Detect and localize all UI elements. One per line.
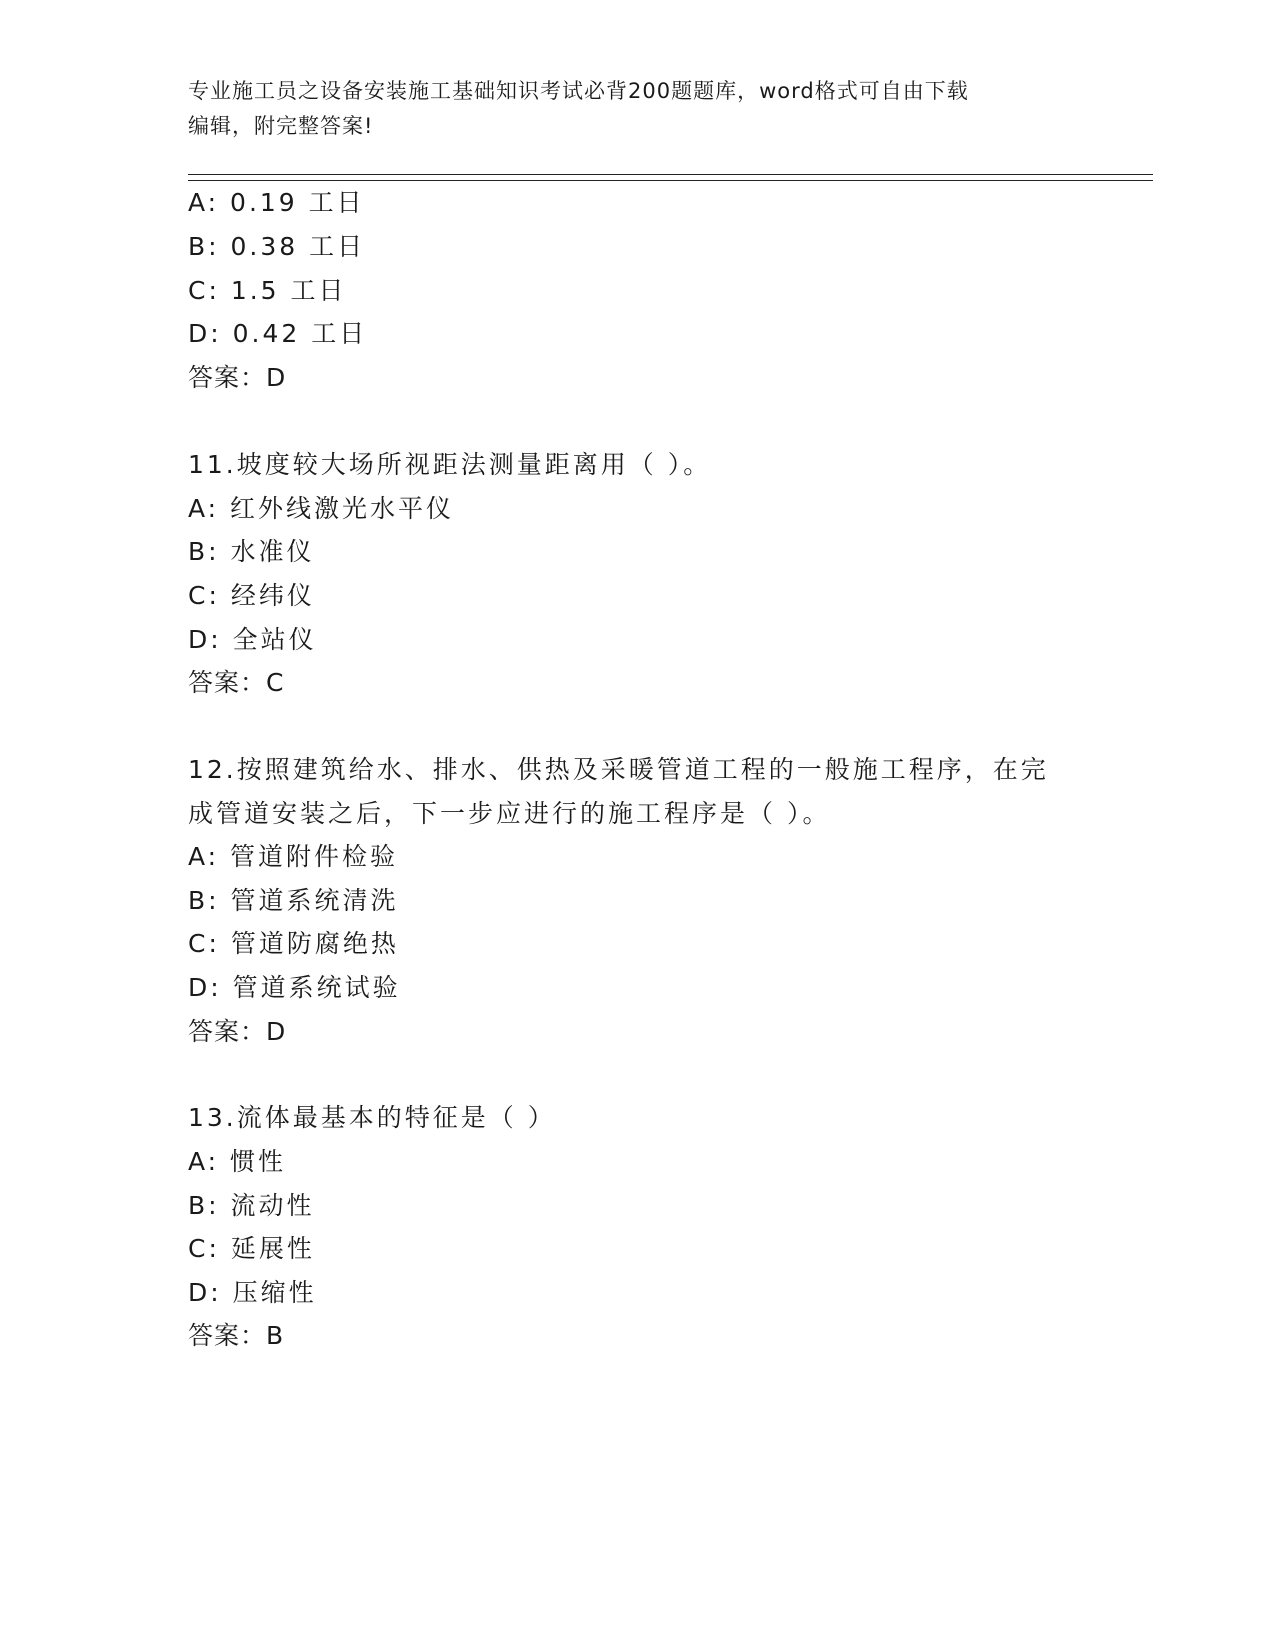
question-11-option-c: C: 经纬仪 [188, 581, 315, 610]
header-divider-top [188, 174, 1153, 175]
question-11-stem: 11.坡度较大场所视距法测量距离用（ ）。 [188, 450, 712, 479]
question-13-option-c: C: 延展性 [188, 1234, 315, 1263]
question-13-option-d: D: 压缩性 [188, 1278, 317, 1307]
question-13-option-a: A: 惯性 [188, 1147, 287, 1176]
question-12-stem-line-1: 12.按照建筑给水、排水、供热及采暖管道工程的一般施工程序，在完 [188, 755, 1049, 784]
prev-option-c: C: 1.5 工日 [188, 276, 347, 305]
question-13-option-b: B: 流动性 [188, 1191, 315, 1220]
question-11-option-a: A: 红外线激光水平仪 [188, 494, 455, 523]
question-11-option-b: B: 水准仪 [188, 537, 315, 566]
question-11-option-d: D: 全站仪 [188, 625, 317, 654]
header-title-line-2: 编辑，附完整答案! [188, 114, 374, 138]
header-title-line-1: 专业施工员之设备安装施工基础知识考试必背200题题库，word格式可自由下载 [188, 79, 969, 103]
prev-answer: 答案：D [188, 363, 287, 392]
header-divider-bottom [188, 180, 1153, 181]
question-12-option-b: B: 管道系统清洗 [188, 886, 399, 915]
prev-option-b: B: 0.38 工日 [188, 232, 366, 261]
question-12-stem-line-2: 成管道安装之后，下一步应进行的施工程序是（ ）。 [188, 799, 831, 828]
question-12-option-c: C: 管道防腐绝热 [188, 929, 399, 958]
question-13-answer: 答案：B [188, 1321, 285, 1350]
question-12-option-d: D: 管道系统试验 [188, 973, 401, 1002]
question-11-answer: 答案：C [188, 668, 285, 697]
prev-option-a: A: 0.19 工日 [188, 188, 365, 217]
question-13-stem: 13.流体最基本的特征是（ ） [188, 1103, 556, 1132]
question-12-option-a: A: 管道附件检验 [188, 842, 399, 871]
document-header [188, 74, 1068, 144]
prev-option-d: D: 0.42 工日 [188, 319, 368, 348]
question-12-answer: 答案：D [188, 1017, 287, 1046]
